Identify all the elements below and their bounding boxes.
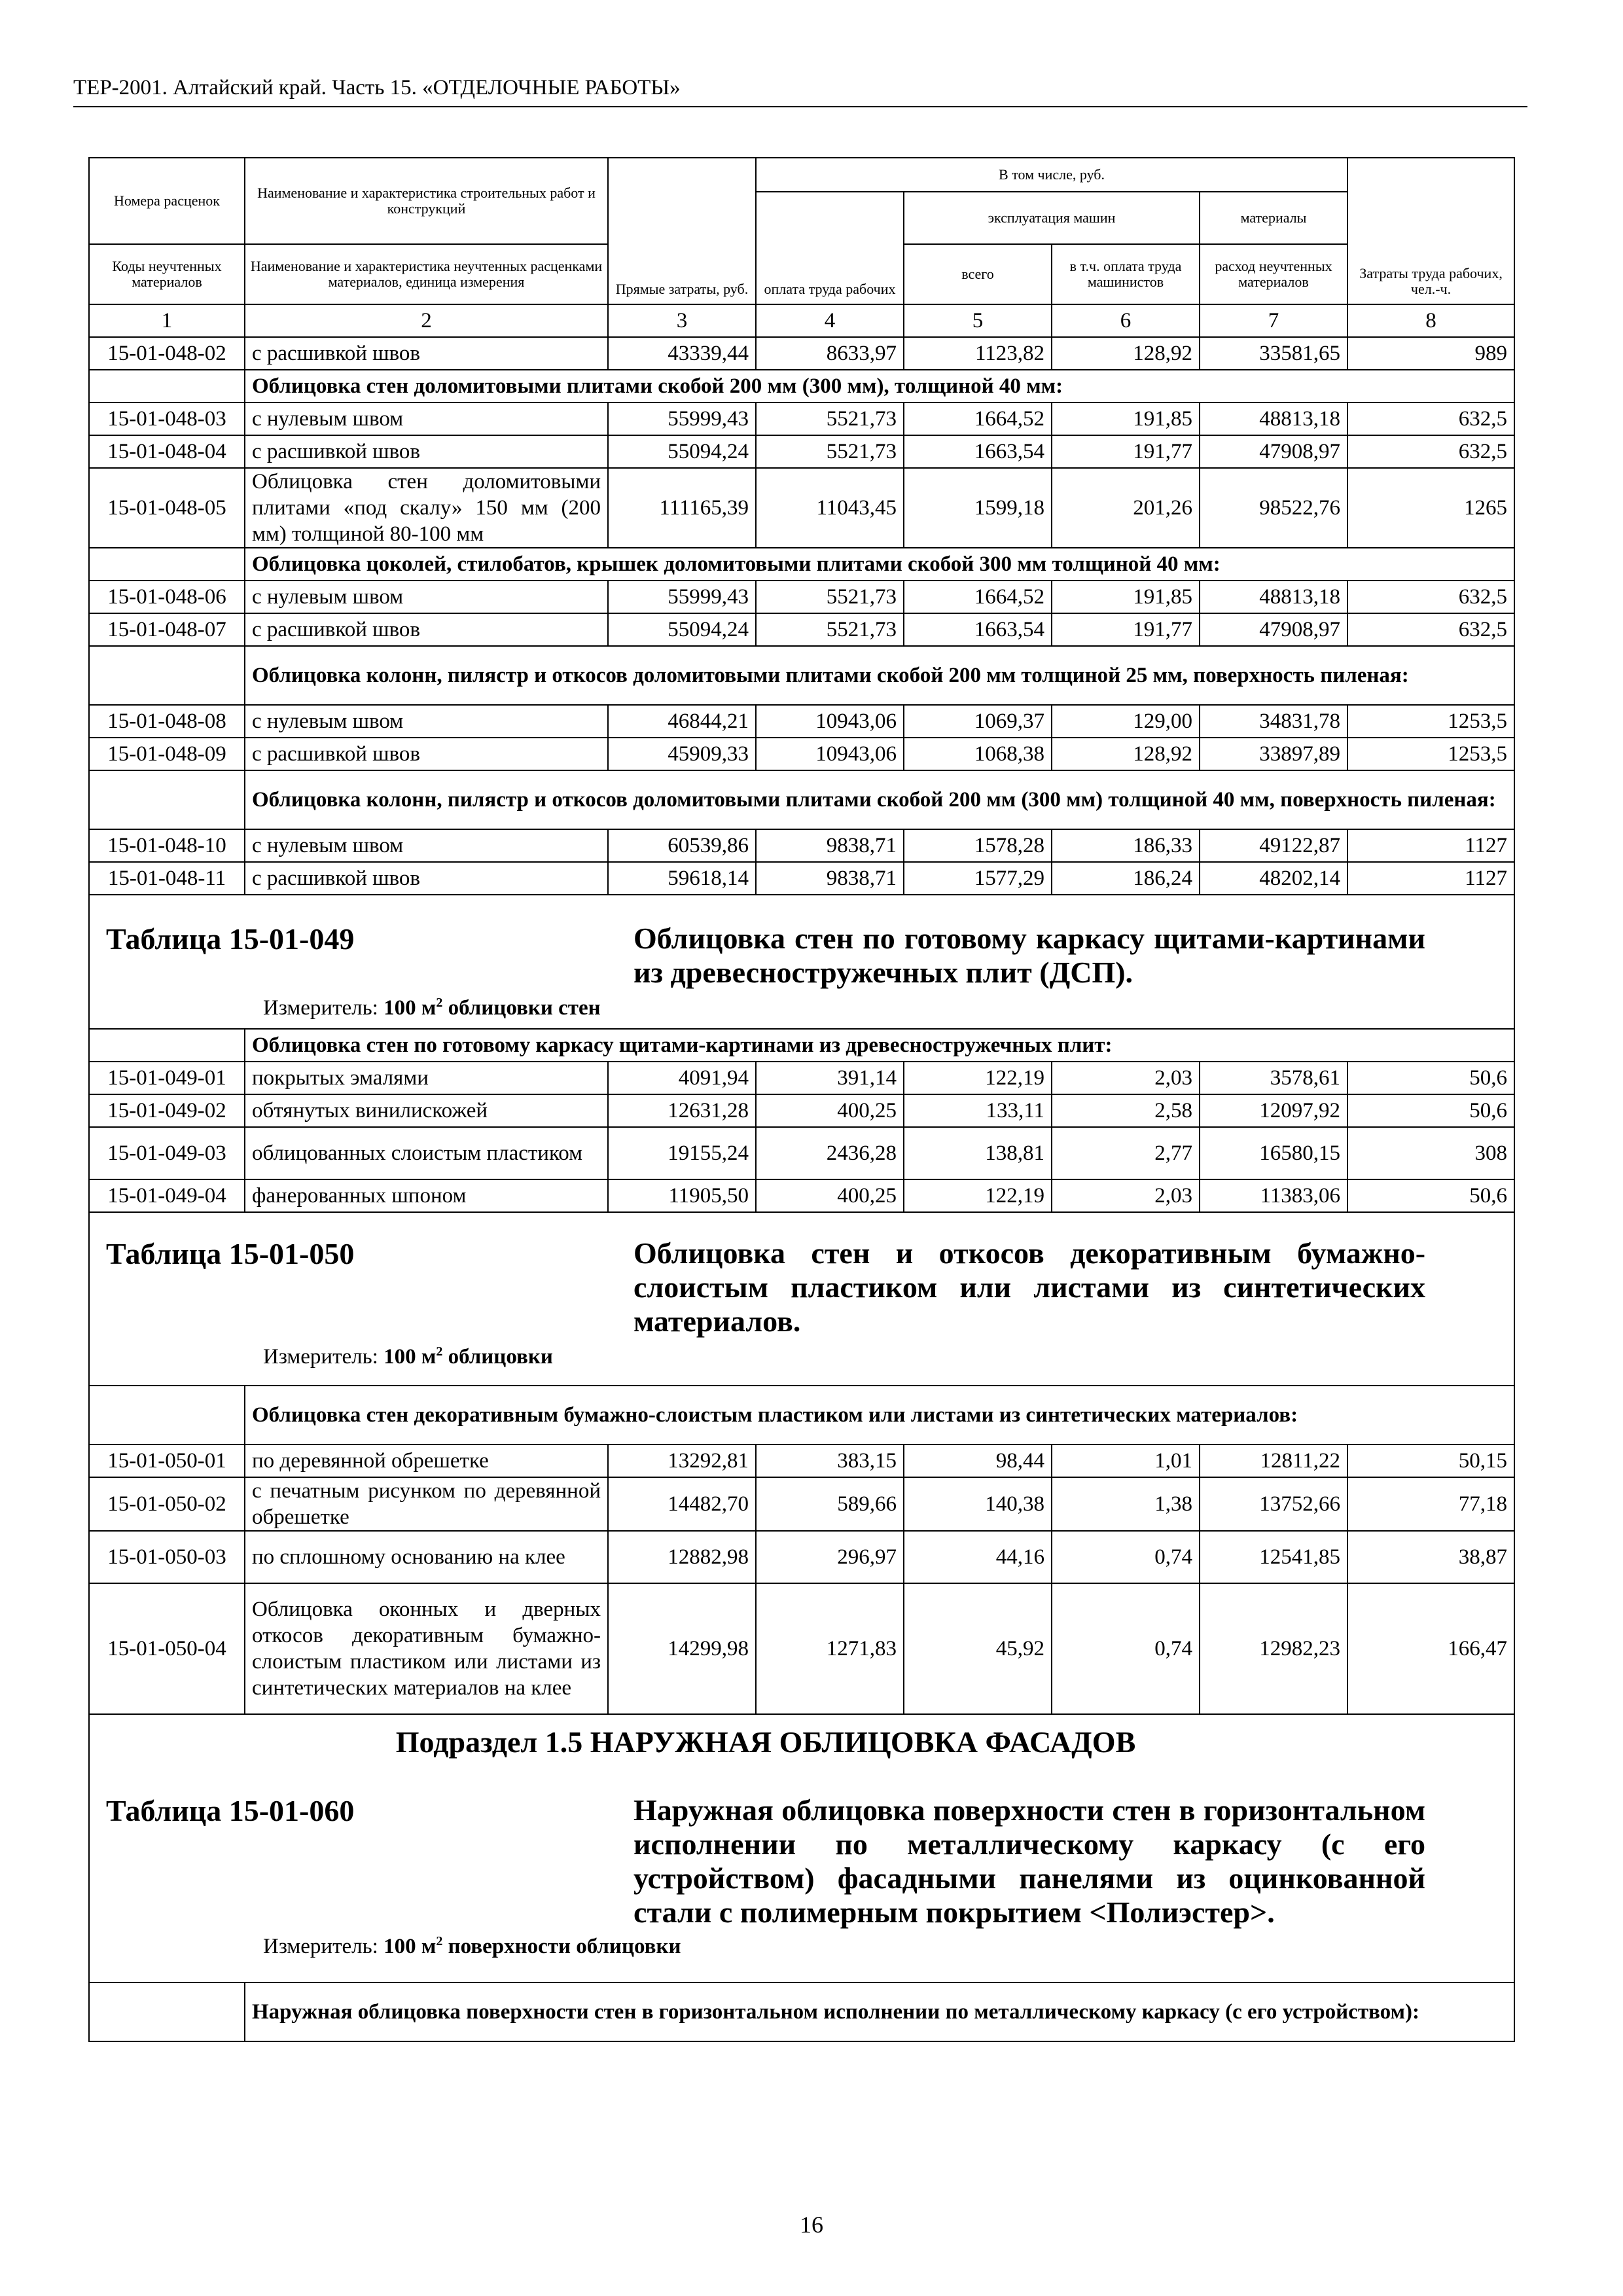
- measure-unit-exponent: 2: [436, 996, 443, 1010]
- labor-hours: 1127: [1347, 862, 1514, 895]
- labor-pay: 400,25: [756, 1094, 904, 1127]
- th-materials: материалы: [1200, 192, 1347, 244]
- materials-cost: 48813,18: [1200, 403, 1347, 435]
- th-total: всего: [904, 244, 1052, 304]
- rate-name: облицованных слоистым пластиком: [245, 1127, 608, 1179]
- materials-cost: 48813,18: [1200, 581, 1347, 613]
- machines-total: 138,81: [904, 1127, 1052, 1179]
- table-049-title-row: [89, 895, 1514, 1029]
- machines-total: 1068,38: [904, 738, 1052, 770]
- rate-code: 15-01-048-08: [89, 705, 245, 738]
- measure-label: Измеритель:: [263, 1345, 378, 1369]
- direct-cost: 60539,86: [608, 829, 756, 862]
- table-row: [89, 1127, 1514, 1179]
- labor-pay: 5521,73: [756, 435, 904, 468]
- machines-labor: 128,92: [1052, 738, 1200, 770]
- section-row: [89, 370, 1514, 403]
- labor-pay: 400,25: [756, 1179, 904, 1212]
- rate-name: с нулевым швом: [245, 829, 608, 862]
- rate-code: 15-01-050-04: [89, 1583, 245, 1714]
- machines-labor: 2,03: [1052, 1179, 1200, 1212]
- labor-pay: 589,66: [756, 1477, 904, 1531]
- rate-code: 15-01-050-03: [89, 1531, 245, 1583]
- machines-total: 44,16: [904, 1531, 1052, 1583]
- labor-hours: 1253,5: [1347, 705, 1514, 738]
- direct-cost: 12882,98: [608, 1531, 756, 1583]
- section-title: Облицовка стен по готовому каркасу щитами-картинами из древесностружечных плит:: [245, 1029, 1514, 1062]
- rate-name: Облицовка стен доломитовыми плитами «под скалу» 150 мм (200 мм) толщиной 80-100 мм: [245, 468, 608, 548]
- direct-cost: 55999,43: [608, 581, 756, 613]
- rate-name: с нулевым швом: [245, 705, 608, 738]
- labor-pay: 11043,45: [756, 468, 904, 548]
- table-row: [89, 435, 1514, 468]
- col-num: 3: [608, 304, 756, 337]
- materials-cost: 13752,66: [1200, 1477, 1347, 1531]
- labor-pay: 2436,28: [756, 1127, 904, 1179]
- section-code-cell: [89, 1029, 245, 1062]
- labor-pay: 5521,73: [756, 403, 904, 435]
- table-060-description: Наружная облицовка поверхности стен в горизонтальном исполнении по металлическому каркасу (с его устройством) фасадными панелями из оцинкованной стали с полимерным покрытием <Полиэстер>.: [633, 1793, 1426, 1929]
- table-row: [89, 581, 1514, 613]
- measure-unit-exponent: 2: [436, 1344, 443, 1359]
- machines-total: 1663,54: [904, 435, 1052, 468]
- materials-cost: 11383,06: [1200, 1179, 1347, 1212]
- section-code-cell: [89, 770, 245, 829]
- section-code-cell: [89, 370, 245, 403]
- th-machines: эксплуатация машин: [904, 192, 1200, 244]
- machines-total: 1664,52: [904, 581, 1052, 613]
- section-title: Наружная облицовка поверхности стен в горизонтальном исполнении по металлическому каркасу (с его устройством):: [245, 1982, 1514, 2041]
- rate-name: с нулевым швом: [245, 403, 608, 435]
- materials-cost: 98522,76: [1200, 468, 1347, 548]
- rate-code: 15-01-048-06: [89, 581, 245, 613]
- machines-total: 1123,82: [904, 337, 1052, 370]
- rate-name: по сплошному основанию на клее: [245, 1531, 608, 1583]
- subsection-cell: [89, 1714, 1514, 1982]
- labor-pay: 5521,73: [756, 581, 904, 613]
- materials-cost: 47908,97: [1200, 613, 1347, 646]
- rate-name: с нулевым швом: [245, 581, 608, 613]
- machines-labor: 2,03: [1052, 1062, 1200, 1094]
- direct-cost: 111165,39: [608, 468, 756, 548]
- materials-cost: 12811,22: [1200, 1444, 1347, 1477]
- direct-cost: 46844,21: [608, 705, 756, 738]
- labor-pay: 1271,83: [756, 1583, 904, 1714]
- table-row: [89, 705, 1514, 738]
- section-title: Облицовка колонн, пилястр и откосов доломитовыми плитами скобой 200 мм (300 мм) толщиной 40 мм, поверхность пиленая:: [245, 770, 1514, 829]
- rate-name: Облицовка оконных и дверных откосов декоративным бумажно-слоистым пластиком или листами из синтетических материалов на клее: [245, 1583, 608, 1714]
- labor-pay: 10943,06: [756, 738, 904, 770]
- rate-code: 15-01-048-02: [89, 337, 245, 370]
- page-number: 16: [800, 2212, 823, 2238]
- materials-cost: 12982,23: [1200, 1583, 1347, 1714]
- table-row: [89, 738, 1514, 770]
- table-060-name: Таблица 15-01-060: [106, 1794, 355, 1827]
- table-row: [89, 829, 1514, 862]
- th-code2: Коды неучтенных материалов: [89, 244, 245, 304]
- th-labor-label: оплата труда рабочих: [764, 281, 896, 297]
- table-060-measure: [263, 1933, 1425, 1960]
- direct-cost: 14299,98: [608, 1583, 756, 1714]
- table-row: [89, 1094, 1514, 1127]
- measure-label: Измеритель:: [263, 996, 378, 1020]
- labor-hours: 1253,5: [1347, 738, 1514, 770]
- th-labor-cost: [1347, 158, 1514, 304]
- labor-hours: 632,5: [1347, 403, 1514, 435]
- machines-labor: 2,58: [1052, 1094, 1200, 1127]
- rate-code: 15-01-048-10: [89, 829, 245, 862]
- th-direct-label: Прямые затраты, руб.: [615, 281, 749, 297]
- section-row: [89, 1982, 1514, 2041]
- section-row: [89, 1029, 1514, 1062]
- th-labor-cost-label: Затраты труда рабочих, чел.-ч.: [1359, 265, 1503, 297]
- running-header: ТЕР-2001. Алтайский край. Часть 15. «ОТДЕЛОЧНЫЕ РАБОТЫ»: [73, 76, 681, 99]
- col-num: 8: [1347, 304, 1514, 337]
- machines-labor: 1,38: [1052, 1477, 1200, 1531]
- table-049-name: Таблица 15-01-049: [106, 922, 355, 956]
- labor-hours: 632,5: [1347, 435, 1514, 468]
- rate-code: 15-01-050-02: [89, 1477, 245, 1531]
- subsection-title: Подраздел 1.5 НАРУЖНАЯ ОБЛИЦОВКА ФАСАДОВ: [395, 1725, 1136, 1759]
- machines-total: 1069,37: [904, 705, 1052, 738]
- rate-code: 15-01-050-01: [89, 1444, 245, 1477]
- th-code1: Номера расценок: [89, 158, 245, 244]
- machines-total: 122,19: [904, 1062, 1052, 1094]
- table-050-description: Облицовка стен и откосов декоративным бумажно-слоистым пластиком или листами из синтетических материалов.: [633, 1236, 1426, 1338]
- direct-cost: 45909,33: [608, 738, 756, 770]
- materials-cost: 47908,97: [1200, 435, 1347, 468]
- table-row: [89, 613, 1514, 646]
- labor-hours: 1265: [1347, 468, 1514, 548]
- labor-hours: 308: [1347, 1127, 1514, 1179]
- materials-cost: 12541,85: [1200, 1531, 1347, 1583]
- materials-cost: 12097,92: [1200, 1094, 1347, 1127]
- machines-total: 98,44: [904, 1444, 1052, 1477]
- direct-cost: 12631,28: [608, 1094, 756, 1127]
- materials-cost: 33897,89: [1200, 738, 1347, 770]
- rate-code: 15-01-048-04: [89, 435, 245, 468]
- direct-cost: 59618,14: [608, 862, 756, 895]
- direct-cost: 11905,50: [608, 1179, 756, 1212]
- labor-hours: 50,6: [1347, 1062, 1514, 1094]
- table-row: [89, 468, 1514, 548]
- machines-total: 1578,28: [904, 829, 1052, 862]
- rate-code: 15-01-049-01: [89, 1062, 245, 1094]
- table-050-measure: [263, 1344, 1425, 1370]
- labor-pay: 391,14: [756, 1062, 904, 1094]
- rate-name: с расшивкой швов: [245, 738, 608, 770]
- machines-labor: 191,77: [1052, 613, 1200, 646]
- labor-pay: 10943,06: [756, 705, 904, 738]
- table-row: [89, 1062, 1514, 1094]
- machines-labor: 0,74: [1052, 1531, 1200, 1583]
- machines-labor: 2,77: [1052, 1127, 1200, 1179]
- materials-cost: 3578,61: [1200, 1062, 1347, 1094]
- col-num: 7: [1200, 304, 1347, 337]
- table-050-name: Таблица 15-01-050: [106, 1237, 355, 1270]
- labor-pay: 383,15: [756, 1444, 904, 1477]
- rates-table: [88, 157, 1515, 2042]
- rate-code: 15-01-049-02: [89, 1094, 245, 1127]
- rate-name: с печатным рисунком по деревянной обрешетке: [245, 1477, 608, 1531]
- materials-cost: 16580,15: [1200, 1127, 1347, 1179]
- subsection-row: [89, 1714, 1514, 1982]
- table-049-description: Облицовка стен по готовому каркасу щитами-картинами из древесностружечных плит (ДСП).: [633, 922, 1426, 989]
- column-numbers-row: [89, 304, 1514, 337]
- measure-object: облицовки стен: [442, 996, 601, 1020]
- labor-pay: 5521,73: [756, 613, 904, 646]
- machines-total: 1599,18: [904, 468, 1052, 548]
- direct-cost: 55094,24: [608, 435, 756, 468]
- machines-total: 45,92: [904, 1583, 1052, 1714]
- section-title: Облицовка колонн, пилястр и откосов доломитовыми плитами скобой 200 мм толщиной 25 мм, поверхность пиленая:: [245, 646, 1514, 705]
- labor-pay: 8633,97: [756, 337, 904, 370]
- section-title: Облицовка цоколей, стилобатов, крышек доломитовыми плитами скобой 300 мм толщиной 40 мм:: [245, 548, 1514, 581]
- rate-code: 15-01-048-11: [89, 862, 245, 895]
- materials-cost: 34831,78: [1200, 705, 1347, 738]
- labor-hours: 50,15: [1347, 1444, 1514, 1477]
- machines-labor: 0,74: [1052, 1583, 1200, 1714]
- table-049-title-cell: [89, 895, 1514, 1029]
- machines-labor: 191,77: [1052, 435, 1200, 468]
- machines-total: 1663,54: [904, 613, 1052, 646]
- section-code-cell: [89, 548, 245, 581]
- labor-hours: 1127: [1347, 829, 1514, 862]
- table-049-measure: [263, 995, 1425, 1021]
- measure-object: облицовки: [442, 1345, 553, 1369]
- section-row: [89, 548, 1514, 581]
- rate-code: 15-01-048-03: [89, 403, 245, 435]
- measure-unit: 100 м: [383, 996, 437, 1020]
- machines-labor: 1,01: [1052, 1444, 1200, 1477]
- header-rule: [73, 106, 1527, 107]
- measure-label: Измеритель:: [263, 1935, 378, 1958]
- machines-labor: 191,85: [1052, 581, 1200, 613]
- direct-cost: 14482,70: [608, 1477, 756, 1531]
- th-labor: [756, 192, 904, 304]
- machines-labor: 186,33: [1052, 829, 1200, 862]
- table-row: [89, 1531, 1514, 1583]
- direct-cost: 43339,44: [608, 337, 756, 370]
- rate-code: 15-01-048-09: [89, 738, 245, 770]
- col-num: 1: [89, 304, 245, 337]
- labor-hours: 50,6: [1347, 1179, 1514, 1212]
- measure-unit-exponent: 2: [436, 1934, 443, 1948]
- labor-hours: 50,6: [1347, 1094, 1514, 1127]
- materials-cost: 48202,14: [1200, 862, 1347, 895]
- rate-code: 15-01-048-07: [89, 613, 245, 646]
- th-incl: В том числе, руб.: [756, 158, 1347, 192]
- rate-code: 15-01-048-05: [89, 468, 245, 548]
- th-direct: [608, 158, 756, 304]
- direct-cost: 55094,24: [608, 613, 756, 646]
- rate-name: с расшивкой швов: [245, 862, 608, 895]
- section-title: Облицовка стен декоративным бумажно-слоистым пластиком или листами из синтетических материалов:: [245, 1386, 1514, 1444]
- labor-hours: 632,5: [1347, 581, 1514, 613]
- machines-labor: 191,85: [1052, 403, 1200, 435]
- section-code-cell: [89, 646, 245, 705]
- labor-hours: 632,5: [1347, 613, 1514, 646]
- rate-code: 15-01-049-04: [89, 1179, 245, 1212]
- rate-name: обтянутых винилискожей: [245, 1094, 608, 1127]
- measure-unit: 100 м: [383, 1935, 437, 1958]
- machines-labor: 201,26: [1052, 468, 1200, 548]
- th-name2: Наименование и характеристика неучтенных расценками материалов, единица измерения: [245, 244, 608, 304]
- direct-cost: 55999,43: [608, 403, 756, 435]
- th-name1: Наименование и характеристика строительных работ и конструкций: [245, 158, 608, 244]
- labor-hours: 77,18: [1347, 1477, 1514, 1531]
- machines-labor: 128,92: [1052, 337, 1200, 370]
- machines-total: 133,11: [904, 1094, 1052, 1127]
- labor-pay: 296,97: [756, 1531, 904, 1583]
- col-num: 6: [1052, 304, 1200, 337]
- machines-total: 1664,52: [904, 403, 1052, 435]
- labor-pay: 9838,71: [756, 829, 904, 862]
- th-mach-labor: в т.ч. оплата труда машинистов: [1052, 244, 1200, 304]
- machines-total: 122,19: [904, 1179, 1052, 1212]
- machines-labor: 186,24: [1052, 862, 1200, 895]
- table-row: [89, 1179, 1514, 1212]
- table-row: [89, 1477, 1514, 1531]
- section-row: [89, 646, 1514, 705]
- table-row: [89, 403, 1514, 435]
- rate-name: по деревянной обрешетке: [245, 1444, 608, 1477]
- table-row: [89, 1444, 1514, 1477]
- section-code-cell: [89, 1386, 245, 1444]
- rate-name: фанерованных шпоном: [245, 1179, 608, 1212]
- labor-hours: 166,47: [1347, 1583, 1514, 1714]
- direct-cost: 4091,94: [608, 1062, 756, 1094]
- table-050-title-row: [89, 1212, 1514, 1386]
- direct-cost: 13292,81: [608, 1444, 756, 1477]
- rate-name: покрытых эмалями: [245, 1062, 608, 1094]
- section-row: [89, 770, 1514, 829]
- section-row: [89, 1386, 1514, 1444]
- machines-total: 1577,29: [904, 862, 1052, 895]
- rate-name: с расшивкой швов: [245, 435, 608, 468]
- col-num: 2: [245, 304, 608, 337]
- materials-cost: 49122,87: [1200, 829, 1347, 862]
- table-050-title-cell: [89, 1212, 1514, 1386]
- direct-cost: 19155,24: [608, 1127, 756, 1179]
- table-row: [89, 337, 1514, 370]
- rate-name: с расшивкой швов: [245, 337, 608, 370]
- section-code-cell: [89, 1982, 245, 2041]
- table-row: [89, 862, 1514, 895]
- machines-labor: 129,00: [1052, 705, 1200, 738]
- rate-name: с расшивкой швов: [245, 613, 608, 646]
- col-num: 4: [756, 304, 904, 337]
- section-title: Облицовка стен доломитовыми плитами скобой 200 мм (300 мм), толщиной 40 мм:: [245, 370, 1514, 403]
- materials-cost: 33581,65: [1200, 337, 1347, 370]
- labor-hours: 989: [1347, 337, 1514, 370]
- table-row: [89, 1583, 1514, 1714]
- labor-hours: 38,87: [1347, 1531, 1514, 1583]
- th-mat-cost: расход неучтенных материалов: [1200, 244, 1347, 304]
- rates-table-wrapper: [88, 157, 1514, 2042]
- measure-unit: 100 м: [383, 1345, 437, 1369]
- labor-pay: 9838,71: [756, 862, 904, 895]
- rate-code: 15-01-049-03: [89, 1127, 245, 1179]
- machines-total: 140,38: [904, 1477, 1052, 1531]
- col-num: 5: [904, 304, 1052, 337]
- measure-object: поверхности облицовки: [442, 1935, 681, 1958]
